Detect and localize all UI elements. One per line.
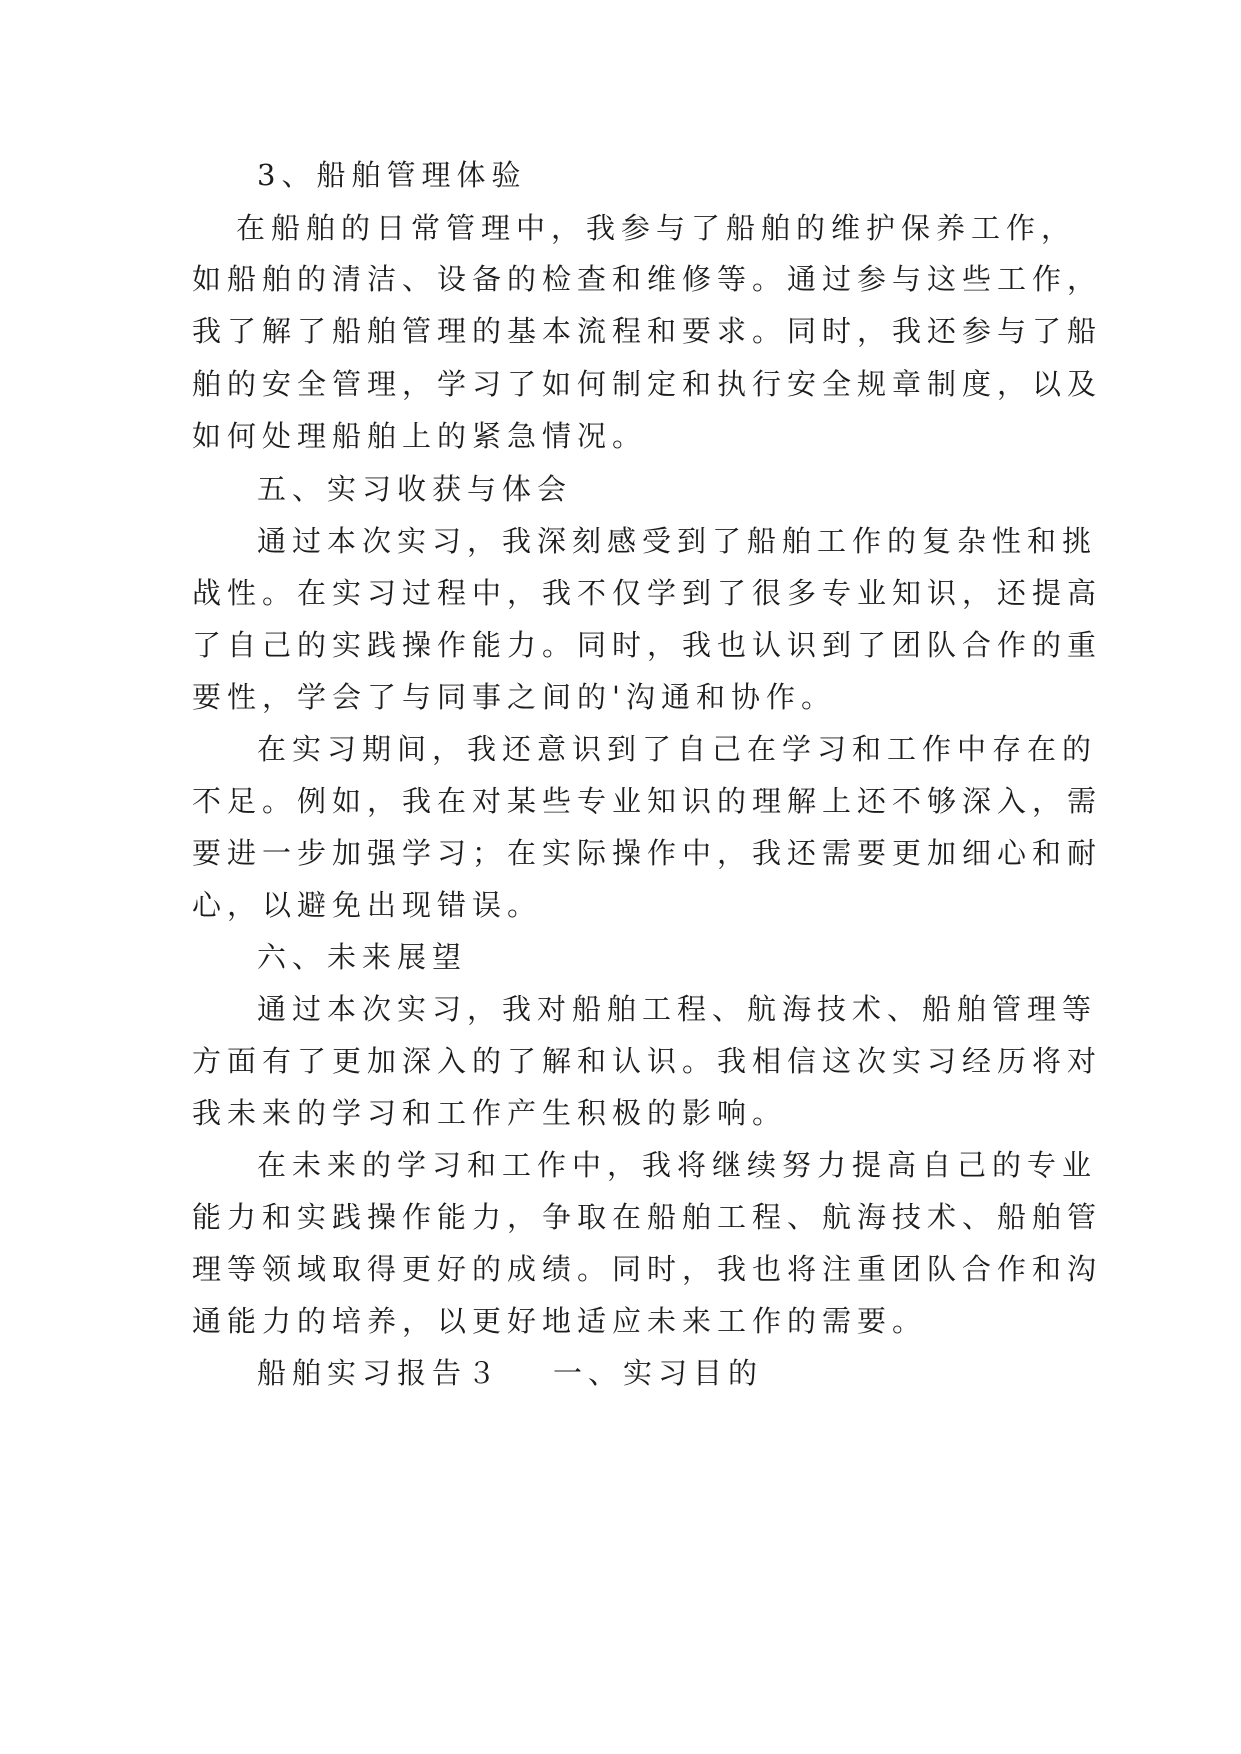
paragraph-line: 通过本次实习，我深刻感受到了船舶工作的复杂性和挑 [257, 524, 1098, 558]
paragraph-line: 要性，学会了与同事之间的'沟通和协作。 [192, 680, 836, 714]
section-heading-ship-management: 3、船舶管理体验 [257, 158, 527, 192]
paragraph-line: 我了解了船舶管理的基本流程和要求。同时，我还参与了船 [192, 314, 1103, 348]
paragraph-line: 战性。在实习过程中，我不仅学到了很多专业知识，还提高 [192, 576, 1103, 610]
next-report-subheading: 一、实习目的 [553, 1356, 764, 1390]
next-report-title: 船舶实习报告３ [257, 1356, 503, 1390]
paragraph-line: 不足。例如，我在对某些专业知识的理解上还不够深入，需 [192, 784, 1103, 818]
paragraph-line: 能力和实践操作能力，争取在船舶工程、航海技术、船舶管 [192, 1200, 1103, 1234]
paragraph-line: 在未来的学习和工作中，我将继续努力提高自己的专业 [257, 1148, 1098, 1182]
paragraph-line: 理等领域取得更好的成绩。同时，我也将注重团队合作和沟 [192, 1252, 1103, 1286]
paragraph-line: 在船舶的日常管理中，我参与了船舶的维护保养工作， [236, 211, 1077, 245]
paragraph-line: 如船舶的清洁、设备的检查和维修等。通过参与这些工作， [192, 262, 1103, 296]
paragraph-line: 如何处理船舶上的紧急情况。 [192, 419, 648, 453]
paragraph-line: 方面有了更加深入的了解和认识。我相信这次实习经历将对 [192, 1044, 1103, 1078]
paragraph-line: 舶的安全管理，学习了如何制定和执行安全规章制度，以及 [192, 367, 1103, 401]
paragraph-line: 通能力的培养，以更好地适应未来工作的需要。 [192, 1304, 928, 1338]
section-heading-outlook: 六、未来展望 [257, 940, 468, 974]
paragraph-line: 在实习期间，我还意识到了自己在学习和工作中存在的 [257, 732, 1098, 766]
paragraph-line: 了自己的实践操作能力。同时，我也认识到了团队合作的重 [192, 628, 1103, 662]
paragraph-line: 通过本次实习，我对船舶工程、航海技术、船舶管理等 [257, 992, 1098, 1026]
paragraph-line: 我未来的学习和工作产生积极的影响。 [192, 1096, 788, 1130]
paragraph-line: 要进一步加强学习；在实际操作中，我还需要更加细心和耐 [192, 836, 1103, 870]
paragraph-line: 心，以避免出现错误。 [192, 888, 543, 922]
section-heading-gains: 五、实习收获与体会 [257, 472, 573, 506]
